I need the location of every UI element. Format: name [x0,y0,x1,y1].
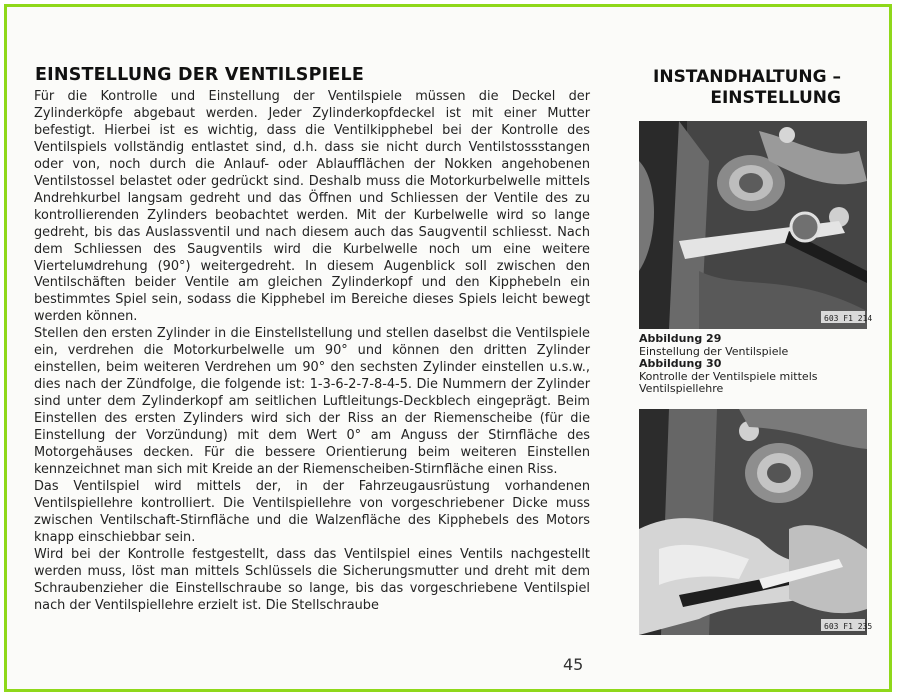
figure-30-label: Abbildung 30 [639,357,722,370]
figure-30-code: 603 F1 235 [824,622,873,631]
engine-valve-photo-1 [639,121,873,329]
paragraph-4: Wird bei der Kontrolle festgestellt, dass das Ventilspiel eines Ventils nachgestellt werden muss, löst man mittels Schlüssels die Sicherungsmutter und dreht mit dem Schraubenzieher die Einstellschraube so lange, bis das vorgeschriebene Ventilspiel nach der Ventilspiellehre erzielt ist. Die Stellschraube [34,546,590,613]
figure-30-photo [639,409,873,635]
figure-30-caption: Kontrolle der Ventilspiele mittels Ventilspiellehre [639,369,818,395]
engine-valve-photo-2 [639,409,873,635]
chapter-heading [621,67,841,109]
figure-29-photo [639,121,873,329]
page-number: 45 [563,655,584,674]
figure-29-label: Abbildung 29 [639,332,722,345]
figure-29-caption: Einstellung der Ventilspiele [639,344,789,358]
body-text [34,89,590,615]
paragraph-2: Stellen den ersten Zylinder in die Einstellstellung und stellen daselbst die Ventilspiele ein, verdrehen die Motorkurbelwelle um 90° und können den dritten Zylinder einstellen, beim weiteren Verdrehen um 90° den sechsten Zylinder einstellen u.s.w., dies nach der Zündfolge, die folgende ist: 1-3-6-2-7-8-4-5. Die Nummern der Zylinder sind unter dem Zylinderkopf am seitlichen Luftleitungs-Deckblech eingeprägt. Beim Einstellen des ersten Zylinders wird sich der Riss an der Riemenscheibe (für die Einstellung der Vorzündung) mit dem Wert 0° am Anguss der Stirnfläche des Motorgehäuses decken. Für die bessere Orientierung beim weiteren Einstellen kennzeichnet man sich mit Kreide an der Riemenscheiben-Stirnfläche einen Riss. [34,326,590,477]
chapter-heading-line-2: EINSTELLUNG [710,88,841,108]
figure-29-code: 603 F1 214 [824,314,873,323]
paragraph-1: Für die Kontrolle und Einstellung der Ventilspiele müssen die Deckel der Zylinderköpfe abgebaut werden. Jeder Zylinderkopfdeckel ist mit einer Mutter befestigt. Hierbei ist es wichtig, dass die Ventilkipphebel bei der Kontrolle des Ventilspiels vollständig entlastet sind, d.h. dass sie nicht durch Ventilstossstangen oder von, noch durch die Anlauf- oder Ablaufflächen der Nokken angehobenen Ventilstossel belastet oder gedrückt sind. Deshalb muss die Motorkurbelwelle mittels Andrehkurbel langsam gedreht und das Öffnen und Schliessen der Ventile des zu kontrollierenden Zylinders beobachtet werden. Mit der Kurbelwelle wird so lange gedreht, bis das Auslassventil und nach diesem auch das Saugventil schliesst. Nach dem Schliessen des Saugventils wird die Kurbelwelle noch um eine weitere Vierteluмdrehung (90°) weitergedreht. In diesem Augenblick soll zwischen den Ventilschäften beider Ventile am gleichen Zylinderkopf und den Kipphebeln ein bestimmtes Spiel sein, sodass die Kipphebel im Bereiche dieses Spiels leicht bewegt werden können. [34,89,590,325]
page-frame [4,4,892,692]
chapter-heading-line-1: INSTANDHALTUNG – [653,67,841,87]
paragraph-3: Das Ventilspiel wird mittels der, in der Fahrzeugausrüstung vorhandenen Ventilspiellehre kontrolliert. Die Ventilspiellehre von vorgeschriebener Dicke muss zwischen Ventilschaft-Stirnfläche und die Walzenfläche des Kipphebels des Motors knapp einschiebbar sein. [34,478,590,545]
figure-captions [639,333,879,396]
page [7,7,889,689]
section-title: EINSTELLUNG DER VENTILSPIELE [35,65,364,85]
